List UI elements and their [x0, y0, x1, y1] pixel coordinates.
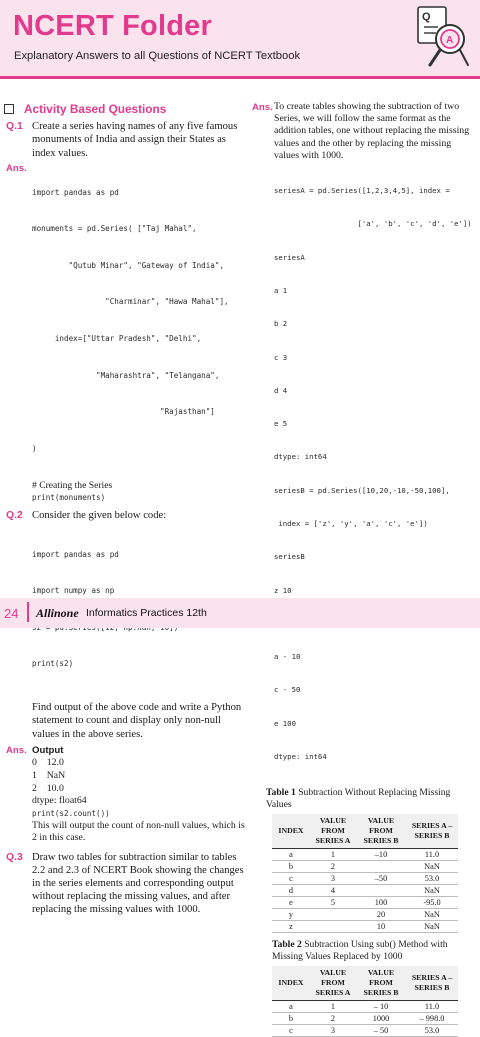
code-line: import numpy as np	[32, 586, 115, 596]
section-heading	[4, 101, 250, 117]
page-header	[0, 0, 480, 76]
table-2-label: Table 2	[272, 939, 302, 951]
answer-2-explanation: This will output the count of non-null values, which is 2 in this case.	[32, 819, 245, 844]
table-cell: d	[288, 886, 294, 896]
table-header: SERIES A – SERIES B	[406, 814, 458, 849]
code-line: "Qutub Minar", "Gateway of India",	[32, 260, 225, 270]
table-row	[272, 921, 458, 933]
table-cell: 1	[330, 1002, 336, 1012]
table-cell: 11.0	[424, 850, 440, 860]
table-header-row	[272, 814, 458, 849]
table-header: SERIES A – SERIES B	[406, 966, 458, 1001]
output-label: Output	[32, 745, 64, 757]
question-3-text: Draw two tables for subtraction similar to tables 2.2 and 2.3 of NCERT Book showing the changes in the series elements and corresponding output without replacing the missing values, and after replacing the missing values with 1000.	[32, 851, 244, 915]
code-line: e 100	[274, 718, 296, 728]
code-line: seriesA	[274, 252, 305, 262]
table-cell: 100	[374, 898, 388, 908]
table-1-label: Table 1	[266, 787, 296, 799]
table-row	[272, 1001, 458, 1013]
table-cell: – 998.0	[419, 1014, 445, 1024]
table-header: VALUE FROM SERIES A	[310, 966, 356, 1001]
answer-3-label: Ans.	[252, 102, 273, 113]
code-line: c 3	[274, 352, 288, 362]
question-2	[6, 509, 250, 522]
table-cell: 2	[330, 1014, 336, 1024]
table-header: VALUE FROM SERIES B	[356, 814, 406, 849]
question-3-label: Q.3	[6, 851, 23, 863]
table-cell: 3	[330, 874, 336, 884]
code-line: seriesA = pd.Series([1,2,3,4,5], index =	[274, 186, 450, 196]
code-line: seriesB	[274, 552, 305, 562]
table-cell	[310, 909, 356, 921]
table-cell: 1	[330, 850, 336, 860]
code-line: index=["Uttar Pradesh", "Delhi",	[32, 334, 202, 344]
table-subtraction-with-sub-method	[272, 966, 458, 1037]
table-cell: z	[289, 922, 293, 932]
table-cell: NaN	[424, 922, 440, 932]
svg-text:Q: Q	[422, 11, 431, 23]
table-cell: b	[288, 862, 294, 872]
question-3	[6, 851, 250, 916]
table-2-caption	[272, 939, 478, 963]
code-line: a 1	[274, 286, 288, 296]
code-line: b 2	[274, 319, 288, 329]
table-row	[272, 897, 458, 909]
table-row	[272, 885, 458, 897]
table-cell: 5	[330, 898, 336, 908]
answer-3-intro: To create tables showing the subtraction of two Series, we will follow the same format as the addition tables, one without replacing the missing values and the other by replacing the missing values with 1000.	[274, 101, 470, 161]
table-cell	[356, 885, 406, 897]
code-line: index = ['z', 'y', 'a', 'c', 'e'])	[274, 519, 428, 529]
question-1-label: Q.1	[6, 121, 23, 132]
answer-3	[252, 101, 478, 784]
code-line: "Charminar", "Hawa Mahal"],	[32, 297, 229, 307]
question-2-label: Q.2	[6, 509, 23, 521]
table-cell	[356, 861, 406, 873]
right-column	[252, 101, 478, 1037]
code-line: d 4	[274, 385, 288, 395]
table-header: VALUE FROM SERIES A	[310, 814, 356, 849]
question-1	[6, 120, 250, 160]
code-line: c - 50	[274, 685, 301, 695]
code-line: ['a', 'b', 'c', 'd', 'e'])	[274, 219, 472, 229]
answer-2-label: Ans.	[6, 745, 27, 757]
table-cell: 20	[376, 910, 386, 920]
code-line: )	[32, 443, 37, 453]
table-cell: 10	[376, 922, 386, 932]
code-comment: # Creating the Series	[32, 479, 113, 491]
table-row	[272, 1013, 458, 1025]
output-line: 1 NaN	[32, 769, 66, 781]
code-line: print(monuments)	[32, 492, 106, 502]
code-line: dtype: int64	[274, 452, 327, 462]
table-cell: – 10	[373, 1002, 389, 1012]
question-2-body	[6, 524, 250, 741]
code-line: import pandas as pd	[32, 187, 119, 197]
brand-logo: Allinone	[36, 606, 79, 620]
table-cell: 53.0	[424, 874, 440, 884]
code-line: monuments = pd.Series( ["Taj Mahal",	[32, 224, 197, 234]
table-cell: NaN	[424, 910, 440, 920]
header-divider	[0, 76, 480, 79]
table-row	[272, 873, 458, 885]
table-cell: 3	[330, 1026, 336, 1036]
table-2-caption-text: Subtraction Using sub() Method with Missing Values Replaced by 1000	[272, 939, 448, 963]
table-cell: 4	[330, 886, 336, 896]
qa-magnifier-icon	[414, 3, 474, 73]
table-cell: 1000	[372, 1014, 390, 1024]
table-cell: e	[289, 898, 293, 908]
code-line: "Maharashtra", "Telangana",	[32, 370, 220, 380]
answer-2	[6, 744, 250, 845]
code-line: z 10	[274, 585, 292, 595]
code-line: e 5	[274, 419, 288, 429]
code-block-series	[274, 163, 478, 784]
code-line: import pandas as pd	[32, 549, 119, 559]
table-cell: –50	[374, 874, 388, 884]
output-line: dtype: float64	[32, 795, 87, 807]
question-2-followup: Find output of the above code and write a Python statement to count and display only non-null values in the above series.	[32, 701, 242, 740]
code-line: a - 10	[274, 652, 301, 662]
question-1-text: Create a series having names of any five famous monuments of India and assign their States as index values.	[32, 121, 238, 159]
code-line: "Rajasthan"]	[32, 407, 215, 417]
answer-1	[6, 162, 250, 503]
book-title: Informatics Practices 12th	[86, 607, 207, 619]
table-cell: -95.0	[423, 898, 441, 908]
header-title: NCERT Folder	[13, 10, 212, 42]
table-cell: b	[288, 1014, 294, 1024]
code-line: print(s2)	[32, 659, 74, 669]
table-cell: – 50	[373, 1026, 389, 1036]
table-cell: 53.0	[424, 1026, 440, 1036]
table-1-caption-text: Subtraction Without Replacing Missing Values	[266, 787, 451, 811]
output-block	[32, 757, 250, 807]
table-cell: a	[289, 1002, 293, 1012]
table-subtraction-without-replacing	[272, 814, 458, 933]
table-row	[272, 849, 458, 861]
code-line: dtype: int64	[274, 751, 327, 761]
output-line: 2 10.0	[32, 782, 64, 794]
table-header: VALUE FROM SERIES B	[356, 966, 406, 1001]
table-1-caption	[266, 787, 478, 811]
table-row	[272, 861, 458, 873]
table-cell: y	[288, 910, 294, 920]
answer-1-label: Ans.	[6, 163, 27, 175]
table-cell: c	[289, 1026, 293, 1036]
page-number: 24	[4, 606, 19, 621]
table-cell: NaN	[424, 886, 440, 896]
checkbox-square-icon	[4, 104, 14, 114]
footer-divider	[27, 602, 29, 622]
table-row	[272, 1025, 458, 1037]
output-line: 0 12.0	[32, 757, 64, 769]
table-header-row	[272, 966, 458, 1001]
table-cell	[310, 921, 356, 933]
header-subtitle: Explanatory Answers to all Questions of NCERT Textbook	[14, 50, 301, 62]
left-column	[6, 101, 250, 916]
code-line: seriesB = pd.Series([10,20,-10,-50,100],	[274, 485, 450, 495]
table-header: INDEX	[272, 814, 310, 849]
table-cell: a	[289, 850, 293, 860]
table-row	[272, 909, 458, 921]
svg-text:A: A	[446, 35, 454, 46]
code-line: print(s2.count())	[32, 808, 110, 818]
table-cell: 2	[330, 862, 336, 872]
table-cell: 11.0	[424, 1002, 440, 1012]
table-cell: –10	[374, 850, 388, 860]
table-cell: NaN	[424, 862, 440, 872]
table-cell: c	[289, 874, 293, 884]
section-title: Activity Based Questions	[24, 102, 167, 116]
question-2-text: Consider the given below code:	[32, 509, 167, 521]
code-block-monuments	[32, 162, 229, 479]
table-header: INDEX	[272, 966, 310, 1001]
